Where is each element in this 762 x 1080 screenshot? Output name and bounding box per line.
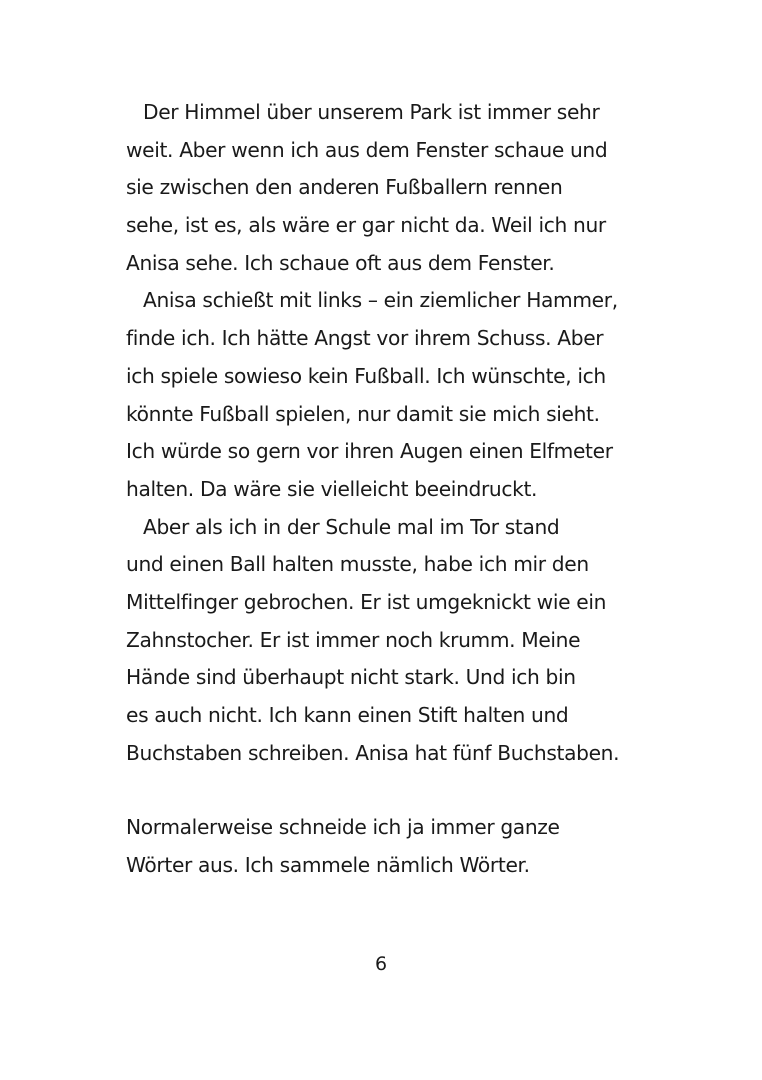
text-line: ich spiele sowieso kein Fußball. Ich wünschte, ich [126, 363, 606, 388]
text-line: halten. Da wäre sie vielleicht beeindruckt. [126, 476, 538, 501]
paragraph [126, 94, 646, 282]
paragraph [126, 509, 646, 773]
body-text [126, 94, 646, 885]
text-line: weit. Aber wenn ich aus dem Fenster schaue und [126, 137, 608, 162]
paragraph [126, 809, 646, 884]
text-line: Normalerweise schneide ich ja immer ganze [126, 815, 560, 840]
text-line: Ich würde so gern vor ihren Augen einen Elfmeter [126, 439, 613, 464]
text-line: finde ich. Ich hätte Angst vor ihrem Schuss. Aber [126, 326, 604, 351]
text-line: Anisa sehe. Ich schaue oft aus dem Fenster. [126, 250, 555, 275]
text-line: Der Himmel über unserem Park ist immer sehr [143, 100, 600, 124]
text-line: sie zwischen den anderen Fußballern rennen [126, 175, 563, 200]
paragraph [126, 282, 646, 508]
text-line: Aber als ich in der Schule mal im Tor stand [143, 514, 560, 539]
page-number: 6 [374, 953, 388, 975]
text-line: sehe, ist es, als wäre er gar nicht da. Weil ich nur [126, 213, 606, 238]
text-line: Mittelfinger gebrochen. Er ist umgeknickt wie ein [126, 589, 607, 614]
text-line: Zahnstocher. Er ist immer noch krumm. Meine [126, 627, 581, 652]
text-line: könnte Fußball spielen, nur damit sie mich sieht. [126, 401, 600, 426]
section-gap [126, 772, 646, 809]
text-line: Hände sind überhaupt nicht stark. Und ich bin [126, 665, 576, 690]
text-line: Wörter aus. Ich sammele nämlich Wörter. [126, 853, 530, 878]
text-line: Buchstaben schreiben. Anisa hat fünf Buchstaben. [126, 740, 620, 765]
text-line: Anisa schießt mit links – ein ziemlicher Hammer, [143, 288, 618, 313]
text-line: es auch nicht. Ich kann einen Stift halten und [126, 703, 569, 727]
text-line: und einen Ball halten musste, habe ich mir den [126, 552, 589, 577]
